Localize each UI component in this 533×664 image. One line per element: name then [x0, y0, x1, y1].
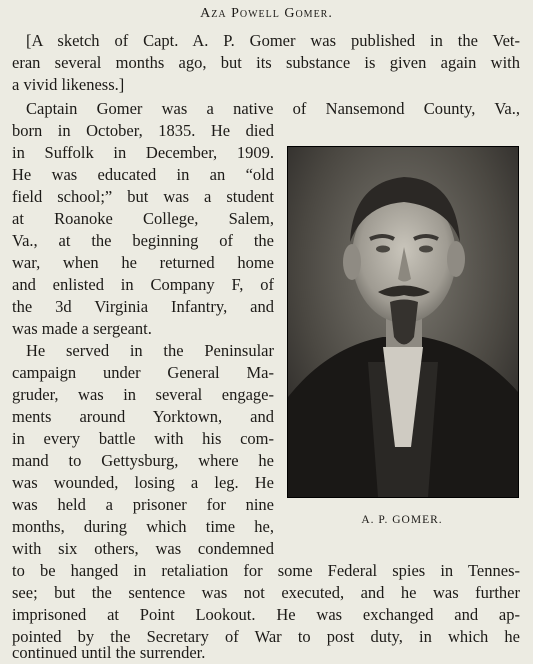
text-line: to be hanged in retaliation for some Federal spies in Tennes- — [12, 561, 520, 580]
text-line: war, when he returned home — [12, 253, 274, 272]
text-line: Captain Gomer was a native of Nansemond County, Va., — [26, 99, 520, 118]
portrait-image — [288, 147, 518, 497]
text-line: a vivid likeness.] — [12, 75, 125, 94]
text-line: born in October, 1835. He died — [12, 121, 274, 140]
text-line: was made a sergeant. — [12, 319, 152, 338]
text-line: the 3d Virginia Infantry, and — [12, 297, 274, 316]
text-line: imprisoned at Point Lookout. He was exchanged and ap- — [12, 605, 520, 624]
text-line: gruder, was in several engage- — [12, 385, 274, 404]
text-line: with six others, was condemned — [12, 539, 274, 558]
text-line: He served in the Peninsular — [26, 341, 274, 360]
text-line: field school;” but was a student — [12, 187, 274, 206]
text-line: see; but the sentence was not executed, and he was further — [12, 583, 520, 602]
text-line: was held a prisoner for nine — [12, 495, 274, 514]
text-line: in every battle with his com- — [12, 429, 274, 448]
photo-caption: A. P. GOMER. — [361, 514, 443, 526]
text-line: ments around Yorktown, and — [12, 407, 274, 426]
text-line: mand to Gettysburg, where he — [12, 451, 274, 470]
text-line: and enlisted in Company F, of — [12, 275, 274, 294]
text-line: pointed by the Secretary of War to post duty, in which he — [12, 627, 520, 646]
text-line: [A sketch of Capt. A. P. Gomer was published in the Vet- — [26, 31, 520, 50]
article-title: Aza Powell Gomer. — [200, 6, 333, 21]
text-line: was wounded, losing a leg. He — [12, 473, 274, 492]
text-line: eran several months ago, but its substance is given again with — [12, 53, 520, 72]
text-line: continued until the surrender. — [12, 643, 206, 662]
text-line: at Roanoke College, Salem, — [12, 209, 274, 228]
text-line: Va., at the beginning of the — [12, 231, 274, 250]
text-line: campaign under General Ma- — [12, 363, 274, 382]
portrait-photo — [287, 146, 519, 498]
text-line: in Suffolk in December, 1909. — [12, 143, 274, 162]
text-line: months, during which time he, — [12, 517, 274, 536]
text-line: He was educated in an “old — [12, 165, 274, 184]
